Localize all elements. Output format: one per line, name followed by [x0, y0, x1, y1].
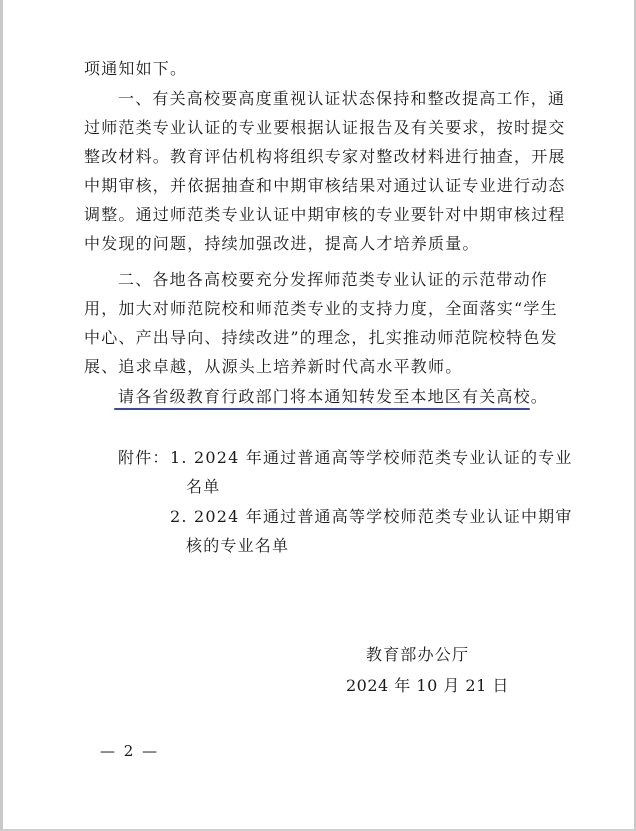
forwarding-instruction: 请各省级教育行政部门将本通知转发至本地区有关高校。: [118, 387, 549, 406]
attachment-1-line-1: 1. 2024 年通过普通高等学校师范类专业认证的专业: [170, 448, 573, 467]
issue-date: 2024 年 10 月 21 日: [346, 676, 509, 695]
attachment-2-line-1: 2. 2024 年通过普通高等学校师范类专业认证中期审: [170, 507, 573, 526]
body-line-4: 整改材料。教育评估机构将组织专家对整改材料进行抽查，开展: [84, 147, 566, 166]
issuer: 教育部办公厅: [366, 645, 470, 664]
body-line-6: 调整。通过师范类专业认证中期审核的专业要针对中期审核过程: [84, 205, 566, 224]
body-line-5: 中期审核，并依据抽查和中期审核结果对通过认证专业进行动态: [84, 176, 566, 195]
handwritten-underline: [114, 408, 530, 410]
attachment-2-line-2: 核的专业名单: [186, 536, 290, 555]
body-line-7: 中发现的问题，持续加强改进，提高人才培养质量。: [84, 234, 480, 253]
attachment-1-line-2: 名单: [186, 477, 221, 496]
body-line-10: 中心、产出导向、持续改进”的理念，扎实推动师范院校特色发: [84, 328, 558, 347]
paragraph-1-first-line: 一、有关高校要高度重视认证状态保持和整改提高工作，通: [118, 89, 566, 108]
page-number: — 2 —: [100, 742, 160, 760]
paragraph-2-first-line: 二、各地各高校要充分发挥师范类专业认证的示范带动作: [118, 270, 549, 289]
attachments-label: 附件：: [118, 448, 170, 467]
body-line-1: 项通知如下。: [84, 59, 188, 78]
body-line-3: 过师范类专业认证的专业要根据认证报告及有关要求，按时提交: [84, 118, 566, 137]
body-line-11: 展、追求卓越，从源头上培养新时代高水平教师。: [84, 357, 463, 376]
body-line-9: 用，加大对师范院校和师范类专业的支持力度，全面落实“学生: [84, 299, 558, 318]
